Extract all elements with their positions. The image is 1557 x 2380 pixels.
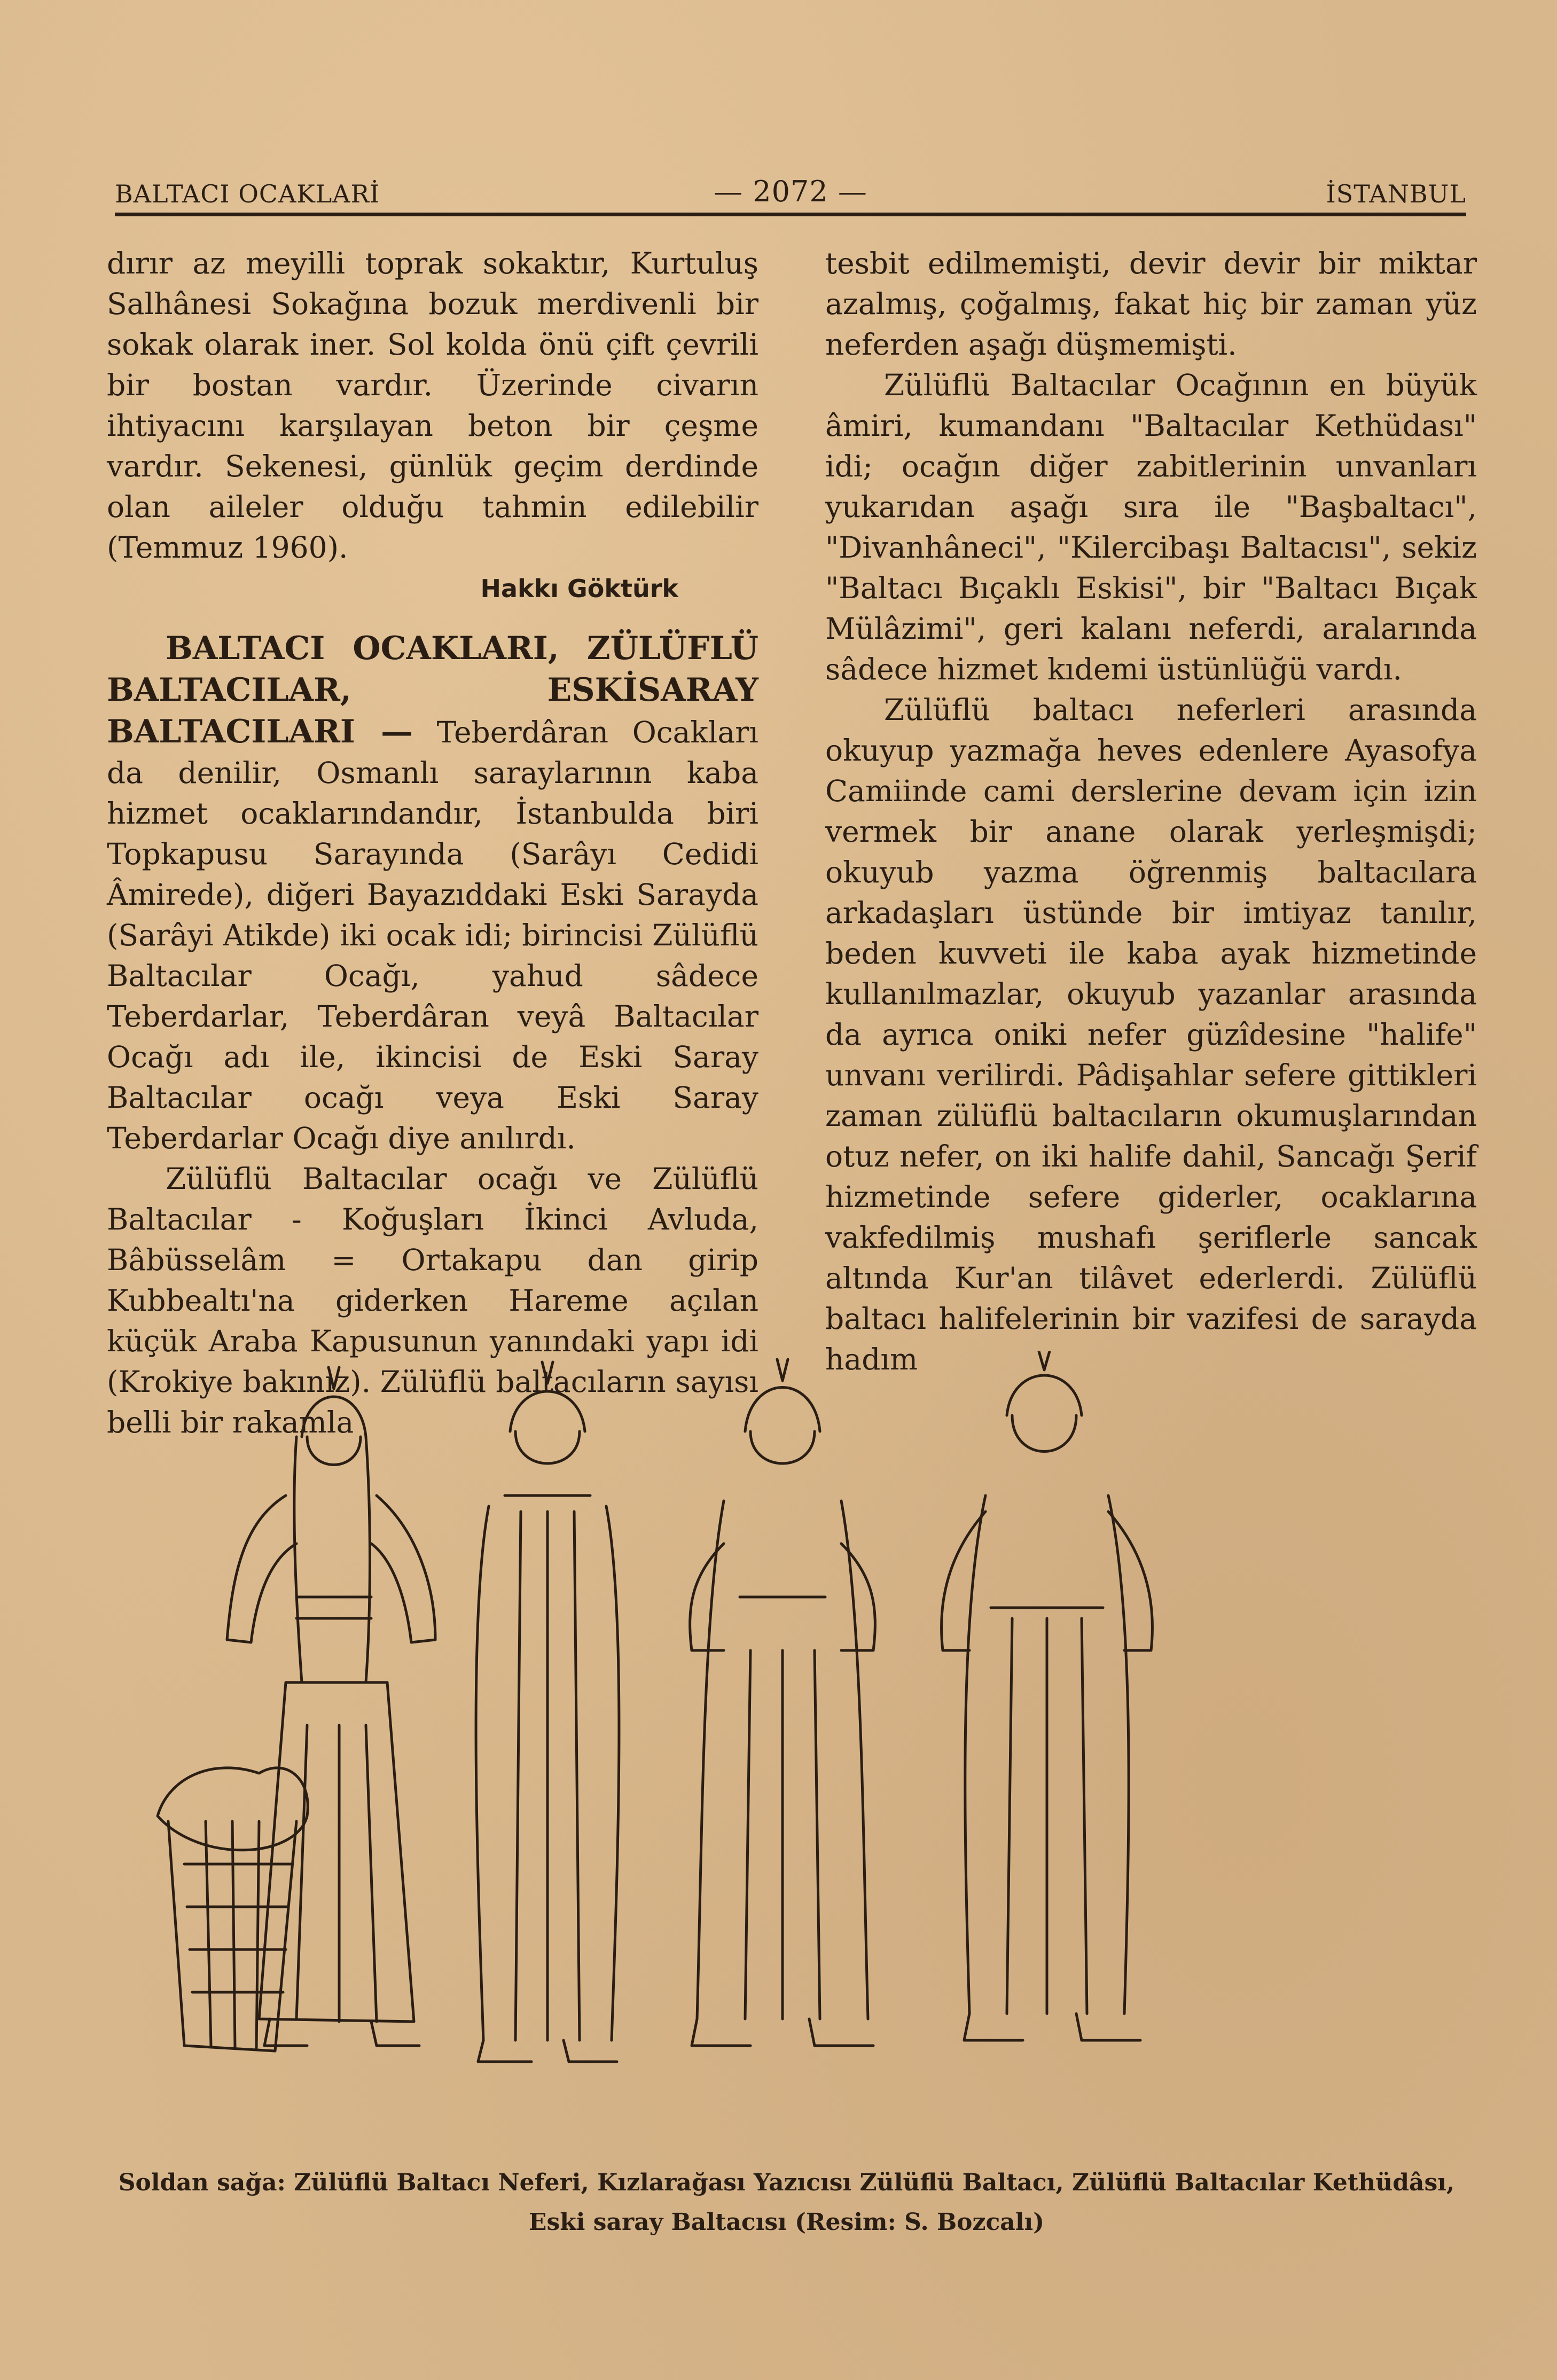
header-section-title: BALTACI OCAKLARİ (115, 179, 380, 208)
header-rule (115, 213, 1466, 216)
entry-text: Teberdâran Ocakları da denilir, Osmanlı saraylarının kaba hizmet ocaklarındandır, İstanbulda biri Topkapusu Sarayında (Sarâyı Cedidi Âmirede), diğeri Bayazıddaki Eski Sarayda (Sarâyi Atikde) iki ocak idi; birincisi Zülüflü Baltacılar Ocağı, yahud sâdece Teberdarlar, Teberdâran veyâ Baltacılar Ocağı adı ile, ikincisi de Eski Saray Baltacılar ocağı veya Eski Saray Teberdarlar Ocağı diye anılırdı. (107, 715, 758, 1155)
author-byline: Hakkı Göktürk (480, 574, 678, 603)
page-number: — 2072 — (714, 175, 867, 208)
figure-baltacilar-kethudasi (942, 1351, 1153, 2040)
baltaci-figures-illustration (136, 1351, 1477, 2142)
left-paragraph-3: Zülüflü Baltacılar ocağı ve Zülüflü Baltacılar - Koğuşları İkinci Avluda, Bâbüsselâm = Ortakapu dan girip Kubbealtı'na giderken Hareme açılan küçük Araba Kapusunun yanındaki yapı idi (Krokiye bakınız). Zülüflü baltacıların sayısı belli bir rakamla (107, 1162, 758, 1439)
right-column (825, 243, 1477, 1380)
entry-heading: BALTACI OCAKLARI, ZÜLÜFLÜ BALTACILAR, ESKİSARAY BALTACILARI — (107, 630, 758, 750)
figure-kizlaragasi-yazicisi (476, 1362, 619, 2062)
figure-caption: Soldan sağa: Zülüflü Baltacı Neferi, Kızlarağası Yazıcısı Zülüflü Baltacı, Zülüflü Baltacılar Kethüdâsı, Eski saray Baltacısı (Resim: S. Bozcalı) (118, 2169, 1455, 2236)
left-column (107, 243, 758, 1443)
right-paragraph-2: Zülüflü Baltacılar Ocağının en büyük âmiri, kumandanı "Baltacılar Kethüdası" idi; ocağın diğer zabitlerinin unvanları yukarıdan aşağı sıra ile "Başbaltacı", "Divanhâneci", "Kilercibaşı Baltacısı", sekiz "Baltacı Bıçaklı Eskisi", bir "Baltacı Bıçak Mülâzimi", geri kalanı neferdi, aralarında sâdece hizmet kıdemi üstünlüğü vardı. (825, 368, 1477, 686)
running-header (115, 171, 1466, 208)
entry-paragraph (107, 628, 758, 1158)
header-publication-title: İSTANBUL (1326, 179, 1466, 208)
basket-figure (158, 1768, 308, 2051)
right-paragraph-3: Zülüflü baltacı neferleri arasında okuyup yazmağa heves edenlere Ayasofya Camiinde cami derslerine devam için izin vermek bir anane olarak yerleşmişdi; okuyub yazma öğrenmiş baltacılara arkadaşları üstünde bir imtiyaz tanılır, beden kuvveti ile kaba ayak hizmetinde kullanılmazlar, okuyub yazanlar arasında da ayrıca oniki nefer güzîdesine "halife" unvanı verilirdi. Pâdişahlar sefere gittikleri zaman zülüflü baltacıların okumuşlarından otuz nefer, on iki halife dahil, Sancağı Şerif hizmetinde sefere giderler, ocaklarına vakfedilmiş mushafı şeriflerle sancak altında Kur'an tilâvet ederlerdi. Zülüflü baltacı halifelerinin bir vazifesi de sarayda hadım (825, 693, 1477, 1376)
figure-zuluflu-baltaci (690, 1359, 875, 2046)
left-paragraph-1: dırır az meyilli toprak sokaktır, Kurtuluş Salhânesi Sokağına bozuk merdivenli bir sokak olarak iner. Sol kolda önü çift çevrili bir bostan vardır. Üzerinde civarın ihtiyacını karşılayan beton bir çeşme vardır. Sekenesi, günlük geçim derdinde olan aileler olduğu tahmin edilebilir (Temmuz 1960). (107, 246, 758, 565)
right-paragraph-1: tesbit edilmemişti, devir devir bir miktar azalmış, çoğalmış, fakat hiç bir zaman yüz neferden aşağı düşmemişti. (825, 246, 1477, 362)
